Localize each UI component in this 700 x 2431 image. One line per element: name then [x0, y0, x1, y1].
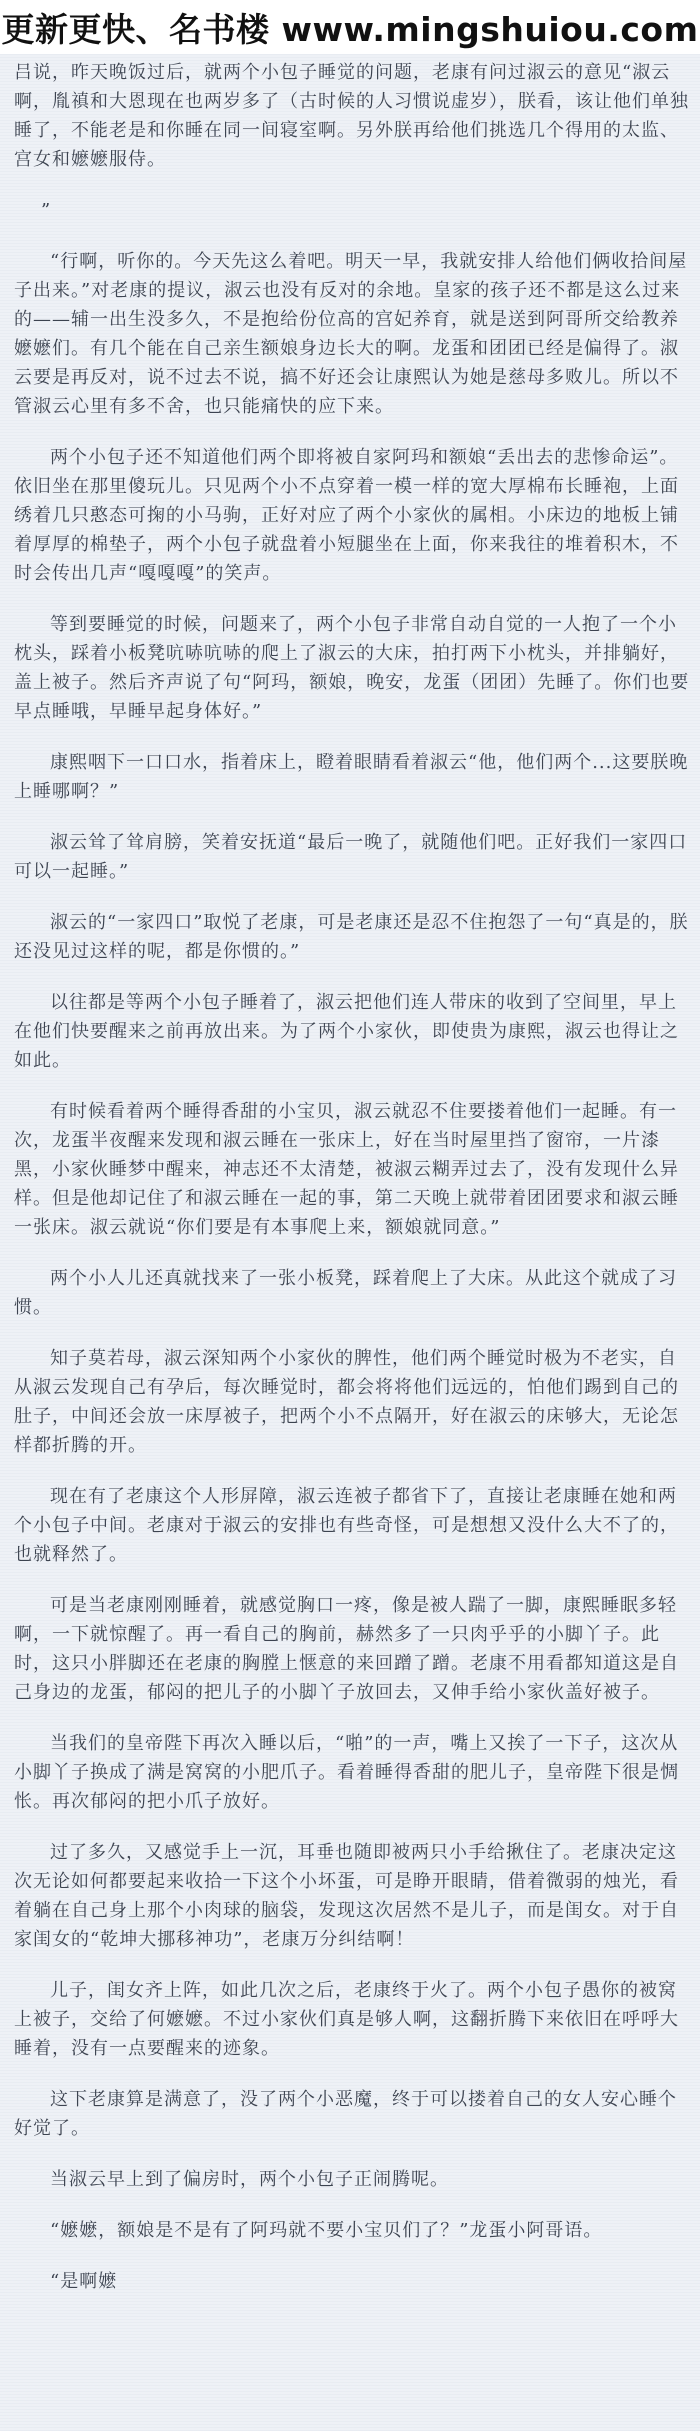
- paragraph: 两个小人儿还真就找来了一张小板凳，踩着爬上了大床。从此这个就成了习惯。: [14, 1268, 677, 1318]
- site-banner: [0, 0, 700, 54]
- paragraph: 知子莫若母，淑云深知两个小家伙的脾性，他们两个睡觉时极为不老实，自从淑云发现自己有孕后，每次睡觉时，都会将将他们远远的，怕他们踢到自己的肚子，中间还会放一床厚被子，把两个小不点隔开，好在淑云的床够大，无论怎样都折腾的开。: [14, 1348, 679, 1456]
- paragraph: “行啊，听你的。今天先这么着吧。明天一早，我就安排人给他们俩收拾间屋子出来。”对老康的提议，淑云也没有反对的余地。皇家的孩子还不都是这么过来的——辅一出生没多久，不是抱给份位高的宫妃养育，就是送到阿哥所交给教养嬷嬷们。有几个能在自己亲生额娘身边长大的啊。龙蛋和团团已经是偏得了。淑云要是再反对，说不过去不说，搞不好还会让康熙认为她是慈母多败儿。所以不管淑云心里有多不舍，也只能痛快的应下来。: [14, 251, 688, 417]
- article-body: [14, 58, 690, 2318]
- paragraph: “嬷嬷，额娘是不是有了阿玛就不要小宝贝们了？”龙蛋小阿哥语。: [50, 2220, 603, 2241]
- paragraph: 康熙咽下一口口水，指着床上，瞪着眼睛看着淑云“他，他们两个...这要朕晚上睡哪啊？”: [14, 752, 689, 802]
- paragraph: ”: [41, 200, 52, 221]
- paragraph: 现在有了老康这个人形屏障，淑云连被子都省下了，直接让老康睡在她和两个小包子中间。老康对于淑云的安排也有些奇怪，可是想想又没什么大不了的，也就释然了。: [14, 1486, 679, 1565]
- paragraph: 淑云的“一家四口”取悦了老康，可是老康还是忍不住抱怨了一句“真是的，朕还没见过这样的呢，都是你惯的。”: [14, 912, 689, 962]
- paragraph: “是啊嬷: [50, 2271, 118, 2292]
- paragraph: 过了多久，又感觉手上一沉，耳垂也随即被两只小手给揪住了。老康决定这次无论如何都要起来收拾一下这个小坏蛋，可是睁开眼睛，借着微弱的烛光，看着躺在自己身上那个小肉球的脑袋，发现这次居然不是儿子，而是闺女。对于自家闺女的“乾坤大挪移神功”，老康万分纠结啊！: [14, 1842, 679, 1950]
- paragraph: 儿子，闺女齐上阵，如此几次之后，老康终于火了。两个小包子愚你的被窝上被子，交给了何嬷嬷。不过小家伙们真是够人啊，这翻折腾下来依旧在呼呼大睡着，没有一点要醒来的迹象。: [14, 1980, 679, 2059]
- paragraph: 有时候看着两个睡得香甜的小宝贝，淑云就忍不住要搂着他们一起睡。有一次，龙蛋半夜醒来发现和淑云睡在一张床上，好在当时屋里挡了窗帘，一片漆黑，小家伙睡梦中醒来，神志还不太清楚，被淑云糊弄过去了，没有发现什么异样。但是他却记住了和淑云睡在一起的事，第二天晚上就带着团团要求和淑云睡一张床。淑云就说“你们要是有本事爬上来，额娘就同意。”: [14, 1101, 679, 1238]
- paragraph: 可是当老康刚刚睡着，就感觉胸口一疼，像是被人踹了一脚，康熙睡眠多轻啊，一下就惊醒了。再一看自己的胸前，赫然多了一只肉乎乎的小脚丫子。此时，这只小胖脚还在老康的胸膛上惬意的来回蹭了蹭。老康不用看都知道这是自己身边的龙蛋，郁闷的把儿子的小脚丫子放回去，又伸手给小家伙盖好被子。: [14, 1595, 679, 1703]
- site-banner-text: 更新更快、名书楼 www.mingshuiou.com: [1, 9, 699, 49]
- paragraph: 当淑云早上到了偏房时，两个小包子正闹腾呢。: [50, 2169, 449, 2190]
- paragraph: 当我们的皇帝陛下再次入睡以后，“啪”的一声，嘴上又挨了一下子，这次从小脚丫子换成了满是窝窝的小肥爪子。看着睡得香甜的肥儿子，皇帝陛下很是惆怅。再次郁闷的把小爪子放好。: [14, 1733, 679, 1812]
- paragraph: 两个小包子还不知道他们两个即将被自家阿玛和额娘“丢出去的悲惨命运”。依旧坐在那里傻玩儿。只见两个小不点穿着一模一样的宽大厚棉布长睡袍，上面绣着几只憨态可掬的小马驹，正好对应了两个小家伙的属相。小床边的地板上铺着厚厚的棉垫子，两个小包子就盘着小短腿坐在上面，你来我往的堆着积木，不时会传出几声“嘎嘎嘎”的笑声。: [14, 447, 679, 584]
- paragraph: 以往都是等两个小包子睡着了，淑云把他们连人带床的收到了空间里，早上在他们快要醒来之前再放出来。为了两个小家伙，即使贵为康熙，淑云也得让之如此。: [14, 992, 679, 1071]
- paragraph: 淑云耸了耸肩膀，笑着安抚道“最后一晚了，就随他们吧。正好我们一家四口可以一起睡。”: [14, 832, 688, 882]
- paragraph: 等到要睡觉的时候，问题来了，两个小包子非常自动自觉的一人抱了一个小枕头，踩着小板凳吭哧吭哧的爬上了淑云的大床，拍打两下小枕头，并排躺好，盖上被子。然后齐声说了句“阿玛，额娘，晚安，龙蛋（团团）先睡了。你们也要早点睡哦，早睡早起身体好。”: [14, 614, 690, 722]
- paragraph: 吕说，昨天晚饭过后，就两个小包子睡觉的问题，老康有问过淑云的意见“淑云啊，胤禛和大恩现在也两岁多了（古时候的人习惯说虚岁），朕看，该让他们单独睡了，不能老是和你睡在同一间寝室啊。另外朕再给他们挑选几个得用的太监、宫女和嬷嬷服侍。: [14, 62, 689, 170]
- paragraph: 这下老康算是满意了，没了两个小恶魔，终于可以搂着自己的女人安心睡个好觉了。: [14, 2089, 677, 2139]
